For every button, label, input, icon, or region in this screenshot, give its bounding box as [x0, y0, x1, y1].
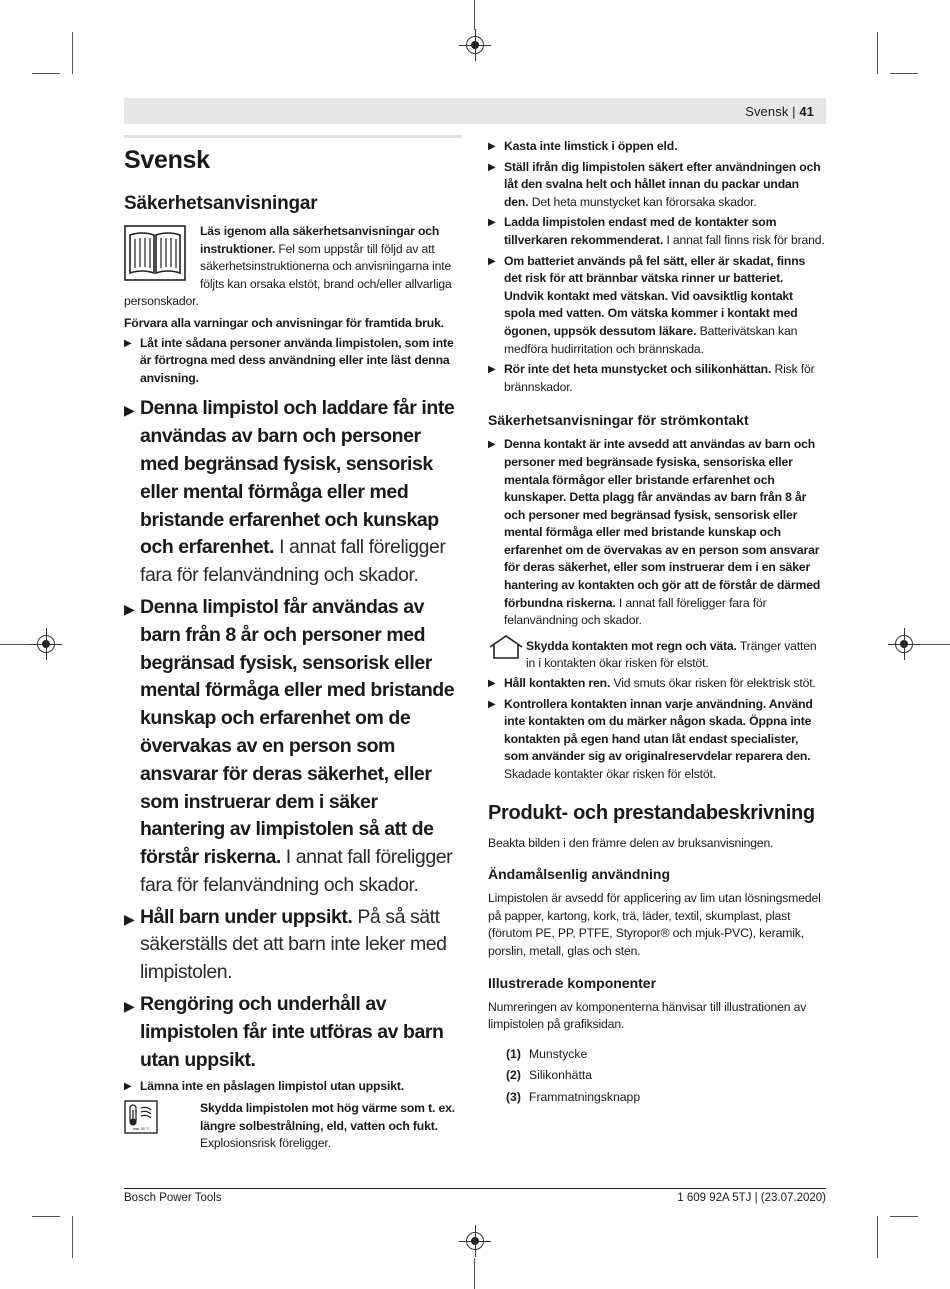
crop-mark [474, 1258, 475, 1289]
left-column [124, 138, 462, 1153]
bullet-text: Låt inte sådana personer använda limpistolen, som inte är förtrogna med dess användning eller inte läst denna anvisning. [140, 335, 454, 385]
registration-mark-icon [895, 635, 913, 653]
product-section-title: Produkt- och prestandabeskrivning [488, 801, 815, 824]
rain-warning-bold: Skydda kontakten mot regn och väta. [526, 638, 737, 653]
crop-mark [920, 644, 950, 645]
footer-rule [124, 1188, 826, 1189]
bullet-item [488, 436, 826, 630]
rain-warning-paragraph [488, 638, 826, 673]
triangle-bullet-icon: ▶ [488, 141, 496, 152]
triangle-bullet-icon: ▶ [488, 161, 496, 173]
crop-mark [890, 73, 918, 74]
triangle-bullet-icon: ▶ [124, 998, 135, 1015]
bullet-bold: Ladda limpistolen endast med de kontakter som tillverkaren rekommenderat. [504, 215, 777, 247]
read-instructions-paragraph [124, 223, 462, 311]
bullet-bold: Ställ ifrån dig limpistolen säkert efter användningen och låt den svalna helt och hållet innan du packar undan den. [504, 159, 821, 209]
component-item [506, 1089, 826, 1107]
page-title: Svensk [124, 146, 210, 174]
triangle-bullet-icon: ▶ [488, 439, 496, 451]
bullet-item [488, 159, 826, 212]
bullet-bold: Rör inte det heta munstycket och silikonhättan. [504, 362, 772, 377]
bullet-text: I annat fall föreligger fara för felanvändning och skador. [504, 595, 767, 628]
bullet-text: Lämna inte en påslagen limpistol utan uppsikt. [140, 1079, 404, 1094]
big-warning-bold: Denna limpistol får användas av barn från 8 år och personer med begränsad fysisk, sensorisk eller mental förmåga eller med bristande kunskap och erfarenhet om de övervakas av en person som ansvarar för deras säkerhet, eller som instruerar dem i säker hantering av limpistolen så att de förstår riskerna. [140, 595, 455, 869]
keep-warnings-text [124, 315, 462, 333]
indoor-use-icon [488, 635, 524, 659]
book-icon [124, 225, 186, 281]
bullet-bold: Denna kontakt är inte avsedd att användas av barn och personer med begränsade fysiska, sensoriska eller mentala förmågor eller bristande erfarenhet och kunskaper. Detta plagg får användas av barn från 8 år och personer med begränsad fysisk, sensorisk eller mental förmåga eller med bristande kunskap och erfarenhet om de övervakas av en person som ansvarar för deras säkerhet, eller som instruerar dem i en säker hantering av kontakten och gör att de förstår de därmed förbundna riskerna. [504, 437, 821, 610]
bullet-bold: Om batteriet används på fel sätt, eller är skadat, finns det risk för att brännbar vätska rinner ur batteriet. Undvik kontakt med vätskan. Vid oavsiktlig kontakt spola med vatten. Om vätska kommer i kontakt med ögonen, uppsök dessutom läkare. [504, 253, 806, 338]
bullet-text: Batterivätskan kan medföra hudirritation och brännskada. [504, 323, 798, 356]
heat-protection-icon [124, 1100, 158, 1134]
triangle-bullet-icon: ▶ [124, 337, 132, 349]
component-label: Frammatningsknapp [529, 1089, 641, 1104]
heat-icon-label: max. 50 °C [132, 1127, 150, 1132]
plug-safety-title: Säkerhetsanvisningar för strömkontakt [488, 412, 749, 429]
triangle-bullet-icon: ▶ [124, 600, 135, 617]
triangle-bullet-icon: ▶ [488, 698, 496, 710]
heat-warning-paragraph [124, 1100, 462, 1153]
bullet-text: Vid smuts ökar risken för elektrisk stöt. [610, 676, 816, 691]
bullet-item [488, 138, 826, 156]
triangle-bullet-icon: ▶ [124, 910, 135, 927]
crop-mark [474, 0, 475, 30]
big-warning-text: På så sätt säkerställs det att barn inte leker med limpistolen. [140, 905, 447, 984]
header-bar [124, 98, 826, 124]
component-number: (3) [506, 1089, 521, 1104]
footer-doc-number: 1 609 92A 5TJ | (23.07.2020) [677, 1192, 826, 1204]
big-warning-item [124, 991, 462, 1074]
bullet-bold: Kontrollera kontakten innan varje användning. Använd inte kontakten om du märker någon skada. Öppna inte kontakten på egen hand utan låt endast specialister, som använder sig av originalreservdelar reparera den. [504, 696, 813, 764]
big-warning-item [124, 594, 462, 900]
triangle-bullet-icon: ▶ [488, 678, 496, 690]
bullet-text: Skadade kontakter ökar risken för elstöt. [504, 767, 716, 781]
header-language: Svensk [745, 104, 789, 119]
page-header [745, 104, 814, 119]
rain-warning-text: Tränger vatten in i kontakten ökar risken för elstöt. [526, 638, 817, 671]
triangle-bullet-icon: ▶ [488, 217, 496, 229]
triangle-bullet-icon: ▶ [488, 255, 496, 267]
component-number: (1) [506, 1046, 521, 1061]
keep-warnings-bold: Förvara alla varningar och anvisningar för framtida bruk. [124, 315, 444, 330]
registration-mark-icon [37, 635, 55, 653]
bullet-item [488, 696, 826, 784]
bullet-item [124, 335, 462, 388]
intended-use-text: Limpistolen är avsedd för applicering av lim utan lösningsmedel på papper, kartong, kork, trä, läder, textil, skumplast, plast (förutom PE, PP, PTFE, Styropor® och mjuk-PVC), keramik, porslin, metall, glas och sten. [488, 891, 821, 958]
crop-mark [32, 73, 60, 74]
product-text: Beakta bilden i den främre delen av bruksanvisningen. [488, 835, 774, 850]
bullet-text: Risk för brännskador. [504, 362, 815, 394]
page-number: 41 [799, 104, 814, 119]
big-warning-item [124, 904, 462, 987]
component-label: Silikonhätta [529, 1068, 593, 1083]
component-item [506, 1067, 826, 1085]
crop-mark [890, 1216, 918, 1217]
big-warning-bold: Rengöring och underhåll av limpistolen får inte utföras av barn utan uppsikt. [140, 993, 444, 1071]
triangle-bullet-icon: ▶ [124, 1081, 132, 1093]
component-item [506, 1046, 826, 1064]
component-number: (2) [506, 1068, 521, 1083]
crop-mark [877, 1216, 878, 1258]
registration-mark-icon [466, 36, 484, 54]
crop-mark [0, 644, 30, 645]
triangle-bullet-icon: ▶ [124, 402, 135, 419]
bullet-text: Det heta munstycket kan förorsaka skador. [528, 194, 757, 209]
crop-mark [72, 32, 73, 74]
components-title: Illustrerade komponenter [488, 974, 657, 991]
bullet-item [488, 253, 826, 359]
bullet-text: Kasta inte limstick i öppen eld. [504, 139, 678, 153]
heat-warning-bold: Skydda limpistolen mot hög värme som t. ex. längre solbestrålning, eld, vatten och fukt. [200, 1101, 455, 1133]
crop-mark [72, 1216, 73, 1258]
bullet-item [488, 214, 826, 249]
bullet-item [488, 675, 826, 693]
big-warning-text: I annat fall föreligger fara för felanvändning och skador. [140, 536, 446, 587]
crop-mark [877, 32, 878, 74]
heat-warning-text: Explosionsrisk föreligger. [200, 1136, 331, 1151]
big-warning-text: I annat fall föreligger fara för felanvändning och skador. [140, 846, 453, 896]
components-text: Numreringen av komponenterna hänvisar till illustrationen av limpistolen på grafiksidan. [488, 999, 807, 1032]
read-instructions-text: Fel som uppstår till följd av att säkerhetsinstruktionerna och anvisningarna inte följts kan orsaka elstöt, brand och/eller allvarliga personskador. [124, 241, 452, 309]
bullet-text: I annat fall finns risk för brand. [663, 232, 825, 247]
big-warning-bold: Håll barn under uppsikt. [140, 905, 353, 928]
bullet-bold: Håll kontakten ren. [504, 676, 611, 691]
big-warning-item [124, 395, 462, 590]
intended-use-title: Ändamålsenlig användning [488, 866, 671, 883]
registration-mark-icon [466, 1232, 484, 1250]
crop-mark [32, 1216, 60, 1217]
bullet-item [124, 1078, 462, 1096]
component-label: Munstycke [529, 1046, 588, 1061]
header-separator: | [788, 104, 800, 119]
footer-brand: Bosch Power Tools [124, 1192, 222, 1204]
bullet-item [488, 361, 826, 396]
big-warning-bold: Denna limpistol och laddare får inte användas av barn och personer med begränsad fysisk, sensorisk eller mental förmåga eller med bristande erfarenhet och kunskap och erfarenhet. [140, 397, 455, 559]
triangle-bullet-icon: ▶ [488, 364, 496, 376]
read-instructions-bold: Läs igenom alla säkerhetsanvisningar och instruktioner. [200, 224, 440, 256]
right-column [488, 136, 826, 1111]
section-title: Säkerhetsanvisningar [124, 193, 318, 214]
